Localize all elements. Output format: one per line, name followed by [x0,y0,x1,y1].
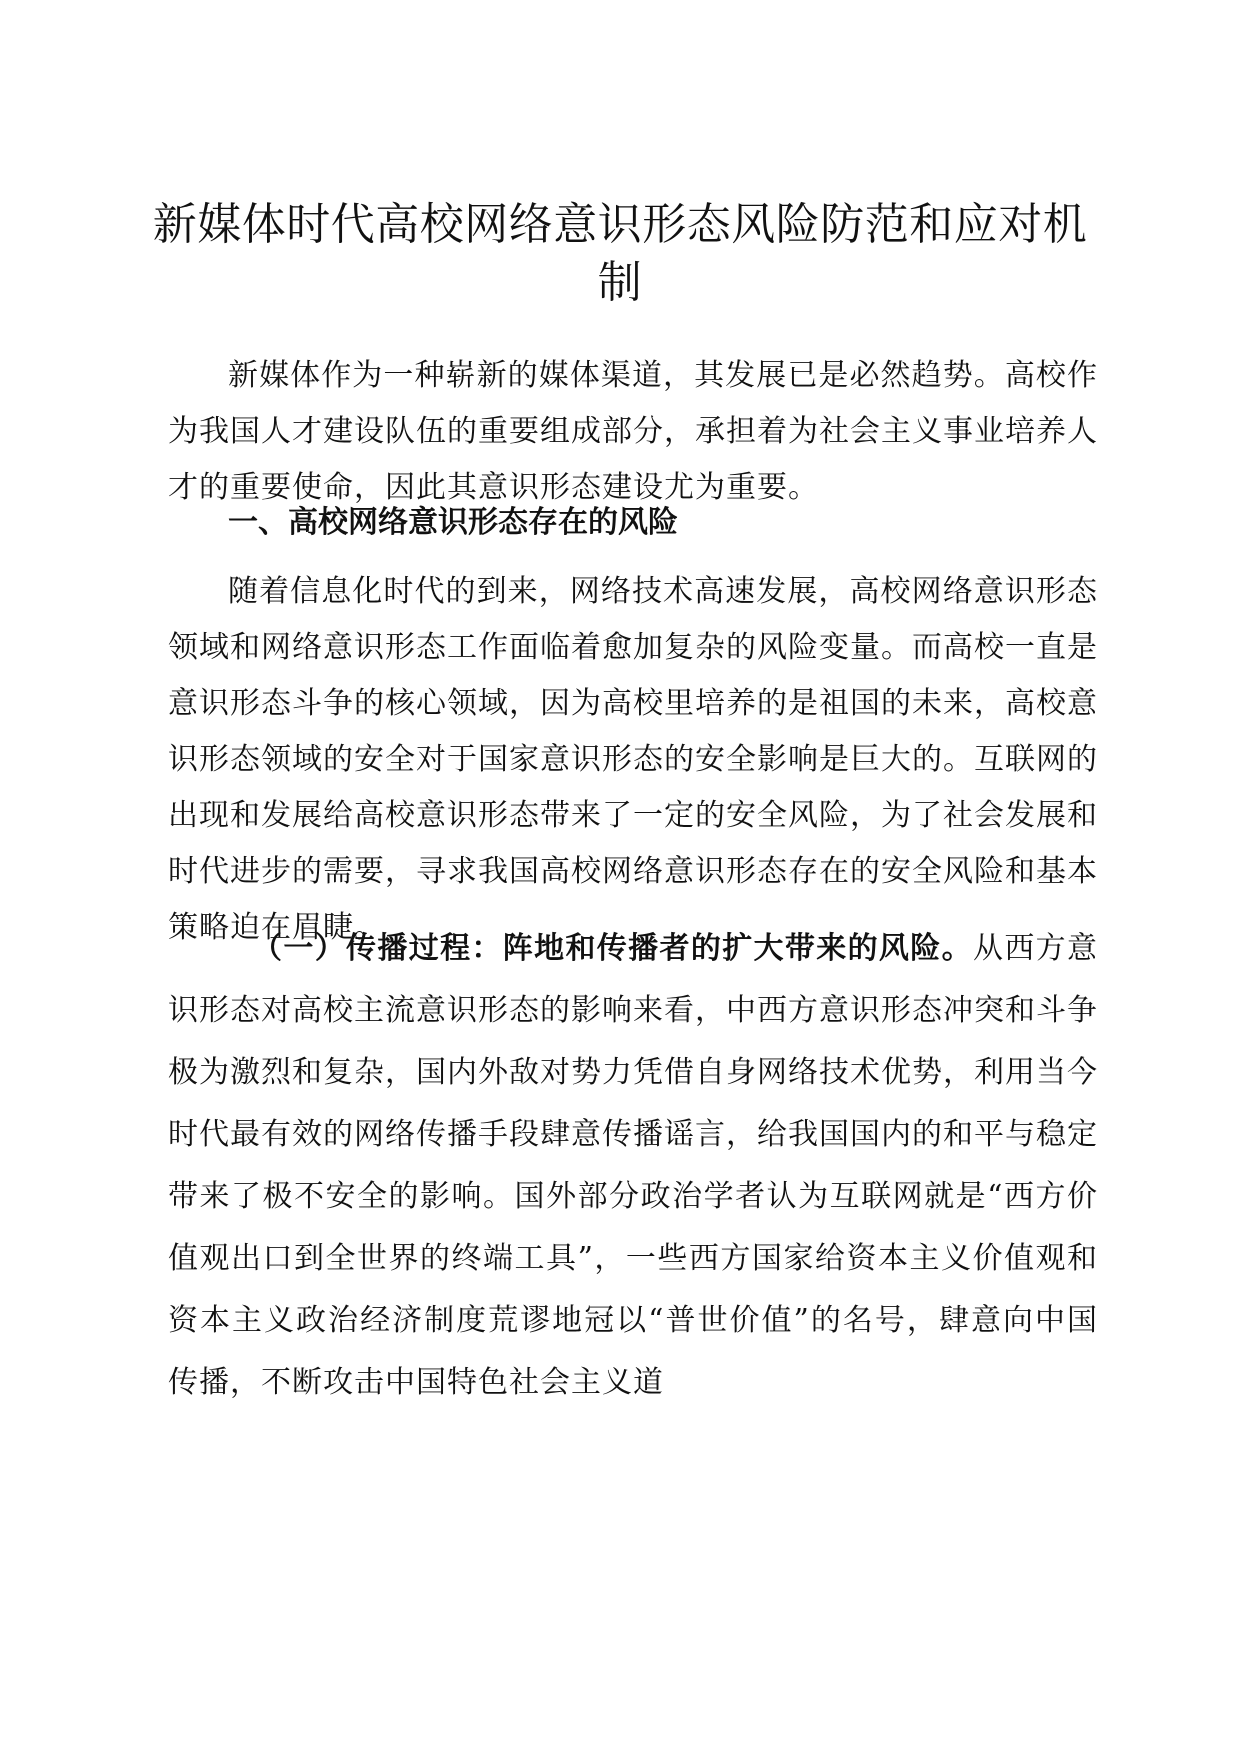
intro-paragraph: 新媒体作为一种崭新的媒体渠道，其发展已是必然趋势。高校作为我国人才建设队伍的重要组成部分，承担着为社会主义事业培养人才的重要使命，因此其意识形态建设尤为重要。 [168,358,1098,505]
section-heading: 一、高校网络意识形态存在的风险 [228,505,678,540]
subsection-heading: （一）传播过程：阵地和传播者的扩大带来的风险。 [252,931,973,966]
subsection-text: 从西方意识形态对高校主流意识形态的影响来看，中西方意识形态冲突和斗争极为激烈和复杂，国内外敌对势力凭借自身网络技术优势，利用当今时代最有效的网络传播手段肆意传播谣言，给我国国内的和平与稳定带来了极不安全的影响。国外部分政治学者认为互联网就是“西方价值观出口到全世界的终端工具”，一些西方国家给资本主义价值观和资本主义政治经济制度荒谬地冠以“普世价值”的名号，肆意向中国传播，不断攻击中国特色社会主义道 [168,931,1099,1400]
document-title: 新媒体时代高校网络意识形态风险防范和应对机制 [152,199,1088,308]
subsection-paragraph [168,918,1098,1414]
section-paragraph: 随着信息化时代的到来，网络技术高速发展，高校网络意识形态领域和网络意识形态工作面临着愈加复杂的风险变量。而高校一直是意识形态斗争的核心领域，因为高校里培养的是祖国的未来，高校意识形态领域的安全对于国家意识形态的安全影响是巨大的。互联网的出现和发展给高校意识形态带来了一定的安全风险，为了社会发展和时代进步的需要，寻求我国高校网络意识形态存在的安全风险和基本策略迫在眉睫。 [168,574,1098,945]
